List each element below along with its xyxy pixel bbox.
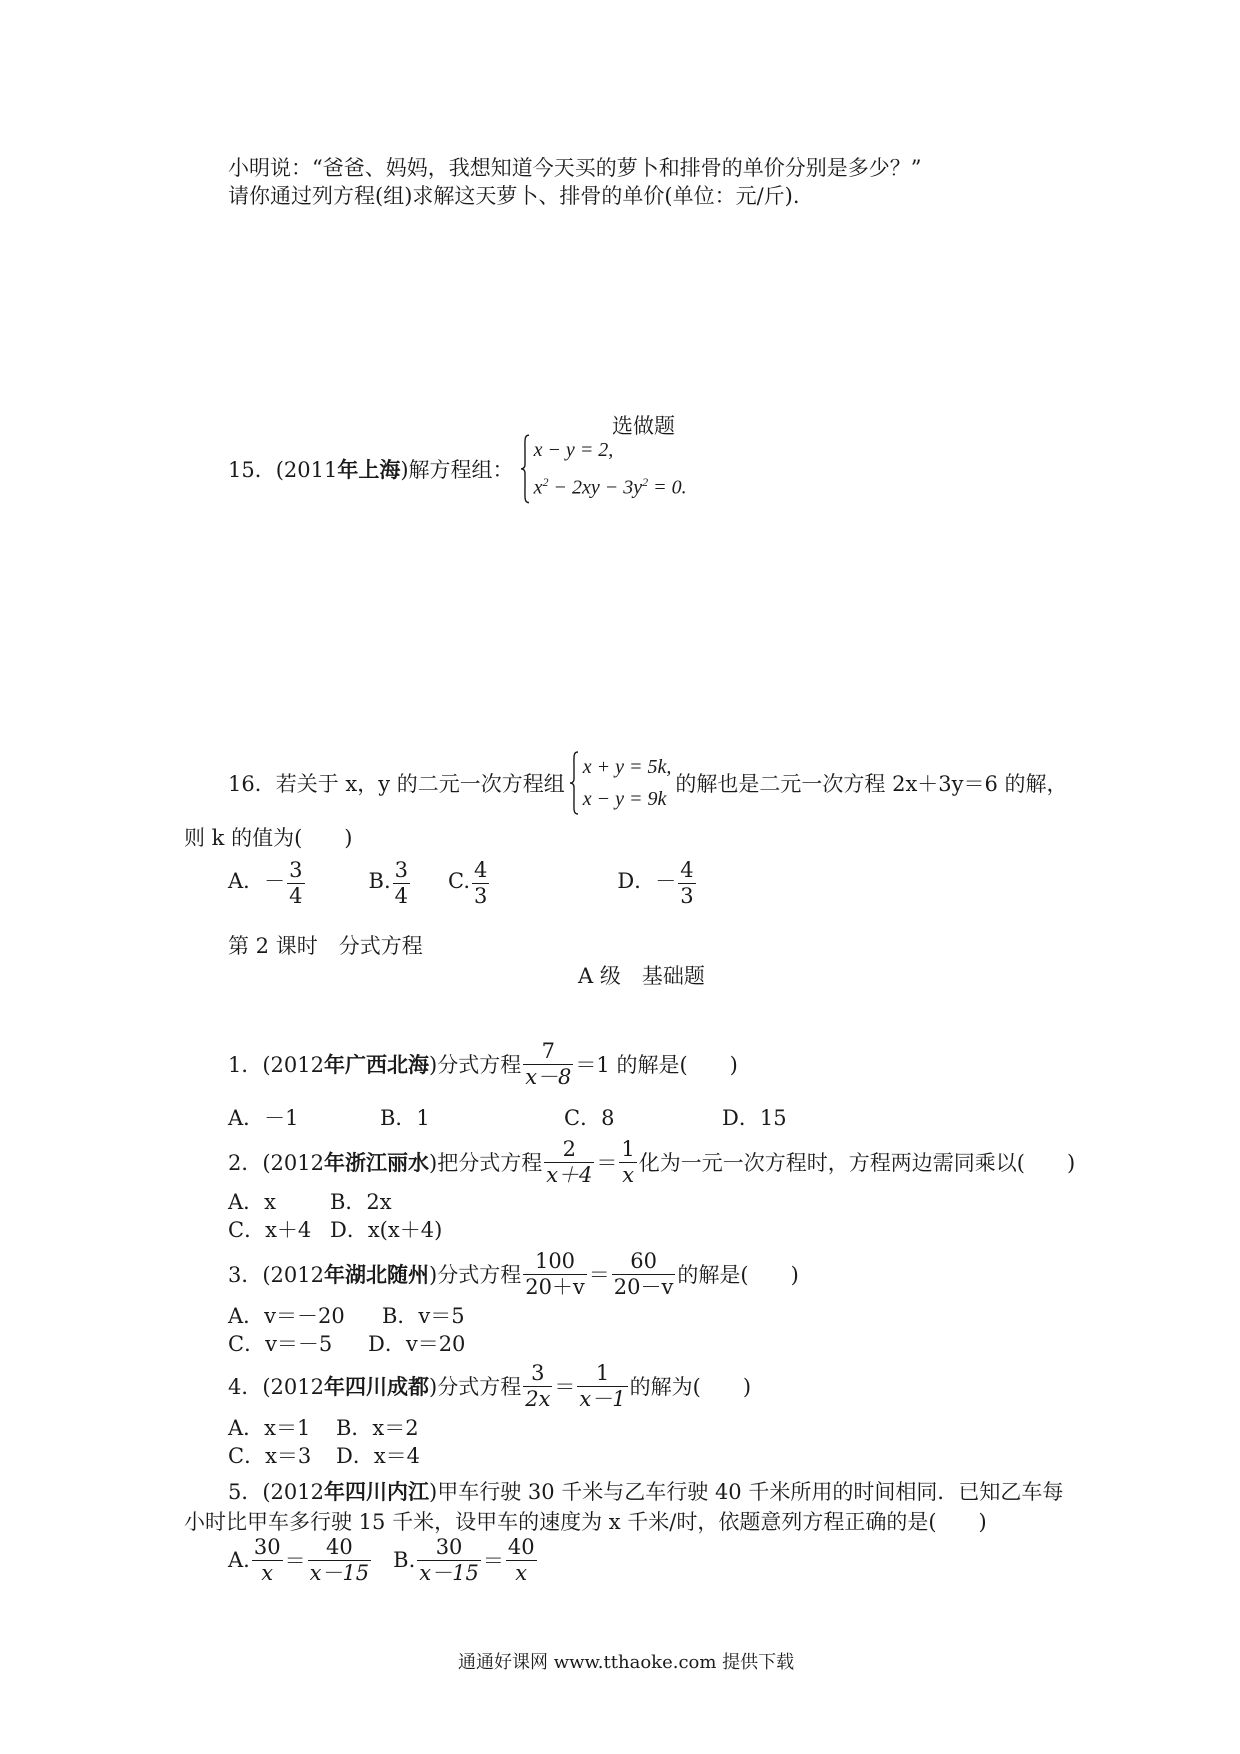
q16-option-b-num: 3 [394,858,409,883]
q3-prefix: 3．(2012 [228,1263,324,1287]
q15-eq-2-a: x [533,476,543,499]
q4-prefix: 4．(2012 [228,1375,324,1399]
q5-option-b-equals: ＝ [482,1549,504,1573]
q15-eq-2 [534,466,687,504]
brace-icon [520,434,530,504]
q3-option-d: D．v＝20 [368,1332,466,1356]
q16-option-d-num: 4 [680,858,694,883]
q4-den-2: x－1 [579,1386,626,1411]
q3-source: 年湖北随州 [324,1262,429,1287]
q2-options-row-1 [228,1186,392,1216]
intro-line-1: 小明说：“爸爸、妈妈，我想知道今天买的萝卜和排骨的单价分别是多少？” [228,156,922,180]
q16-option-d-den: 3 [680,883,694,908]
question-16 [228,748,1068,818]
q2-den-2: x [622,1162,635,1187]
q2-num-1: 2 [544,1137,594,1162]
q16-part-1: 16．若关于 x，y 的二元一次方程组 [228,772,565,796]
q5-option-b-num-1: 30 [417,1535,481,1560]
q2-fraction-1 [544,1137,594,1186]
q16-option-b-label: B. [368,869,391,894]
q16-option-c-fraction [472,858,489,907]
lesson-title: 第 2 课时 分式方程 [228,934,423,958]
q15-eq-2-b: − 2xy − 3y [548,476,643,499]
q2-option-a: A．x [228,1190,277,1214]
q16-option-c-label: C. [448,869,471,894]
q1-fraction [523,1039,573,1088]
q16-option-c-den: 3 [474,883,488,908]
q4-equals: ＝ [554,1375,576,1399]
intro-line-2: 请你通过列方程(组)求解这天萝卜、排骨的单价(单位：元/斤). [228,184,800,208]
q5-option-a-fraction-1 [252,1535,283,1584]
q16-option-c [448,858,491,907]
q4-rest: 的解为( ) [629,1375,752,1399]
q16-option-a-label: A．－ [228,869,286,894]
q5-option-b-den-2: x [515,1560,528,1585]
q4-option-b: B．x＝2 [336,1416,419,1440]
q3-den-2: 20－v [613,1274,674,1299]
q2-options-row-2 [228,1214,443,1244]
q2-fraction-2 [619,1137,636,1186]
q4-option-c: C．x＝3 [228,1444,312,1468]
q3-num-2: 60 [612,1249,676,1274]
q15-eq-1: x − y = 2, [533,439,614,462]
q16-option-a-fraction [287,858,304,907]
q3-option-c: C．v＝－5 [228,1332,333,1356]
q4-option-a: A．x＝1 [228,1416,311,1440]
q2-option-b: B．2x [330,1190,392,1214]
q5-option-a-fraction-2 [308,1535,372,1584]
q15-source: 年上海 [337,457,401,482]
question-1 [228,1036,738,1092]
q4-options-row-2 [228,1440,421,1470]
q3-fraction-1 [523,1249,587,1298]
q16-option-b [369,858,412,907]
q16-option-b-den: 4 [394,883,409,908]
q1-rest: ＝1 的解是( ) [575,1053,738,1077]
q1-option-a: A．－1 [228,1106,299,1130]
q4-fraction-2 [577,1361,627,1410]
q16-options [228,854,698,912]
q1-option-c: C．8 [564,1106,615,1130]
q4-source: 年四川成都 [324,1374,429,1399]
q16-option-d [617,858,697,907]
q15-eq-2-c: = 0. [648,476,687,499]
q1-num: 7 [523,1039,573,1064]
q15-prefix: 15．(2011 [228,458,338,482]
q4-mid: )分式方程 [429,1375,522,1399]
q3-num-1: 100 [523,1249,587,1274]
q16-equation-system [569,751,672,815]
q16-option-a [228,858,307,907]
q3-option-a: A．v＝－20 [228,1304,345,1328]
q1-mid: )分式方程 [429,1053,522,1077]
q5-option-b-num-2: 40 [507,1535,535,1560]
q4-options-row-1 [228,1412,419,1442]
q16-option-a-num: 3 [289,858,303,883]
page-footer: 通通好课网 www.tthaoke.com 提供下载 [458,1652,795,1673]
optional-heading: 选做题 [612,414,675,438]
q5-line-1-rest: )甲车行驶 30 千米与乙车行驶 40 千米所用的时间相同．已知乙车每 [429,1480,1064,1504]
brace-icon [569,751,579,815]
q16-line-2: 则 k 的值为( ) [184,826,353,850]
q2-prefix: 2．(2012 [228,1151,324,1175]
q3-options-row-1 [228,1300,465,1330]
q2-equals: ＝ [596,1151,618,1175]
q3-den-1: 20＋v [525,1274,585,1299]
q4-option-d: D．x＝4 [336,1444,421,1468]
q5-option-b-fraction-2 [506,1535,537,1584]
q5-option-b-label: B. [393,1548,416,1572]
q16-option-d-fraction [678,858,695,907]
q1-option-d: D．15 [722,1106,787,1130]
question-2 [228,1134,1075,1190]
q15-after: )解方程组： [400,458,514,482]
q4-num-1: 3 [523,1361,552,1386]
q1-prefix: 1．(2012 [228,1053,324,1077]
q5-option-a-num-2: 40 [308,1535,372,1560]
q15-equation-system [520,434,687,504]
q4-fraction-1 [523,1361,552,1410]
q5-option-b-den-1: x－15 [419,1560,479,1585]
q16-eq-2: x − y = 9k [582,788,667,810]
q16-option-c-num: 4 [474,858,488,883]
q5-option-a-label: A. [228,1548,250,1572]
q2-rest: 化为一元一次方程时，方程两边需同乘以( ) [638,1151,1076,1175]
level-heading: A 级 基础题 [578,964,705,988]
q1-source: 年广西北海 [324,1052,429,1077]
q3-options-row-2 [228,1328,466,1358]
q4-den-1: 2x [525,1386,551,1411]
q3-option-b: B．v＝5 [382,1304,465,1328]
q4-num-2: 1 [577,1361,627,1386]
q3-mid: )分式方程 [429,1263,522,1287]
q3-rest: 的解是( ) [677,1263,799,1287]
q15-sup-2: 2 [642,475,649,490]
q16-option-b-fraction [393,858,410,907]
q3-equals: ＝ [588,1263,610,1287]
q5-source: 年四川内江 [324,1479,429,1504]
q5-option-a-equals: ＝ [284,1549,306,1573]
q2-mid: )把分式方程 [429,1151,543,1175]
q2-source: 年浙江丽水 [324,1150,429,1175]
q5-prefix: 5．(2012 [228,1480,324,1504]
q5-option-a-den-1: x [261,1560,274,1585]
q16-part-2: 的解也是二元一次方程 2x＋3y＝6 的解， [675,772,1068,796]
q5-option-a-num-1: 30 [253,1535,281,1560]
question-15 [228,434,687,504]
q5-options [228,1530,539,1590]
q2-den-1: x＋4 [546,1162,593,1187]
question-3 [228,1246,799,1302]
q15-sup-1: 2 [542,475,549,490]
q16-eq-1: x + y = 5k, [582,756,672,778]
question-5 [228,1476,1063,1506]
q2-option-d: D．x(x＋4) [330,1218,443,1242]
q5-option-a-den-2: x－15 [309,1560,370,1585]
q1-option-b: B．1 [380,1106,430,1130]
q1-den: x－8 [525,1064,572,1089]
q2-option-c: C．x＋4 [228,1218,312,1242]
q16-option-a-den: 4 [289,883,303,908]
question-4 [228,1358,751,1414]
q1-options [228,1102,787,1132]
q3-fraction-2 [612,1249,676,1298]
q5-option-b-fraction-1 [417,1535,481,1584]
q2-num-2: 1 [621,1137,635,1162]
q16-option-d-label: D．－ [617,869,677,894]
q5-line-2: 小时比甲车多行驶 15 千米，设甲车的速度为 x 千米/时，依题意列方程正确的是( ) [184,1510,987,1534]
